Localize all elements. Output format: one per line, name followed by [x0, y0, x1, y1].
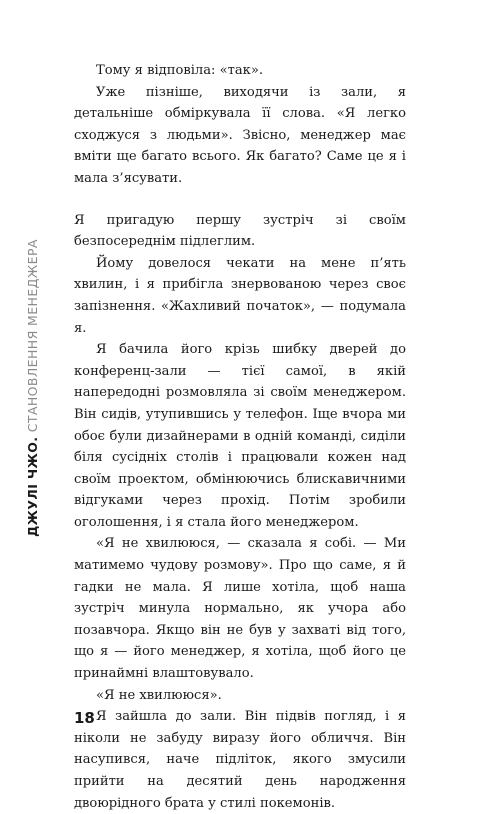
paragraph: «Я не хвилююся, — сказала я собі. — Ми матимемо чудову розмову». Про що саме, я й гадки не мала. Я лише хотіла, щоб наша зустріч минула нормально, як учора або позавчора. Якщо він не був у захваті від того, що я — його менеджер, я хотіла, щоб його це принаймні влаштовувало. — [74, 536, 406, 682]
running-head — [25, 223, 41, 553]
body-text — [74, 60, 406, 814]
page-number: 18 — [74, 709, 95, 727]
paragraph: Уже пізніше, виходячи із зали, я детальніше обміркувала її слова. «Я легко сходжуся з людьми». Звісно, менеджер має вміти ще багато всього. Як багато? Саме це я і мала з’ясувати. — [74, 84, 406, 186]
paragraph: Я бачила його крізь шибку дверей до конференц-зали — тієї самої, в якій напередодні розмовляла зі своїм менеджером. Він сидів, утупившись у телефон. Іще вчора ми обоє були дизайнерами в одній команді, сиділи біля сусідніх столів і працювали кожен над своїм проектом, обмінюючись блискавичними відгуками через прохід. Потім зробили оголошення, і я стала його менеджером. — [74, 342, 406, 530]
paragraph: Я пригадую першу зустріч зі своїм безпосереднім підлеглим. — [74, 212, 406, 250]
paragraph: Тому я відповіла: «так». — [96, 63, 263, 78]
running-head-book-title: СТАНОВЛЕННЯ МЕНЕДЖЕРА — [25, 239, 40, 433]
running-head-author: ДЖУЛІ ЧЖО. — [25, 436, 40, 537]
paragraph: «Я не хвилююся». — [96, 687, 222, 703]
paragraph: Я зайшла до зали. Він підвів погляд, і я ніколи не забуду виразу його обличчя. Він насупився, наче підліток, якого змусили прийти на десятий день народження двоюрідного брата у стилі покемонів. — [74, 709, 406, 811]
paragraph: Йому довелося чекати на мене п’ять хвилин, і я прибігла знервованою через своє запізнення. «Жахливий початок», — подумала я. — [74, 255, 406, 336]
